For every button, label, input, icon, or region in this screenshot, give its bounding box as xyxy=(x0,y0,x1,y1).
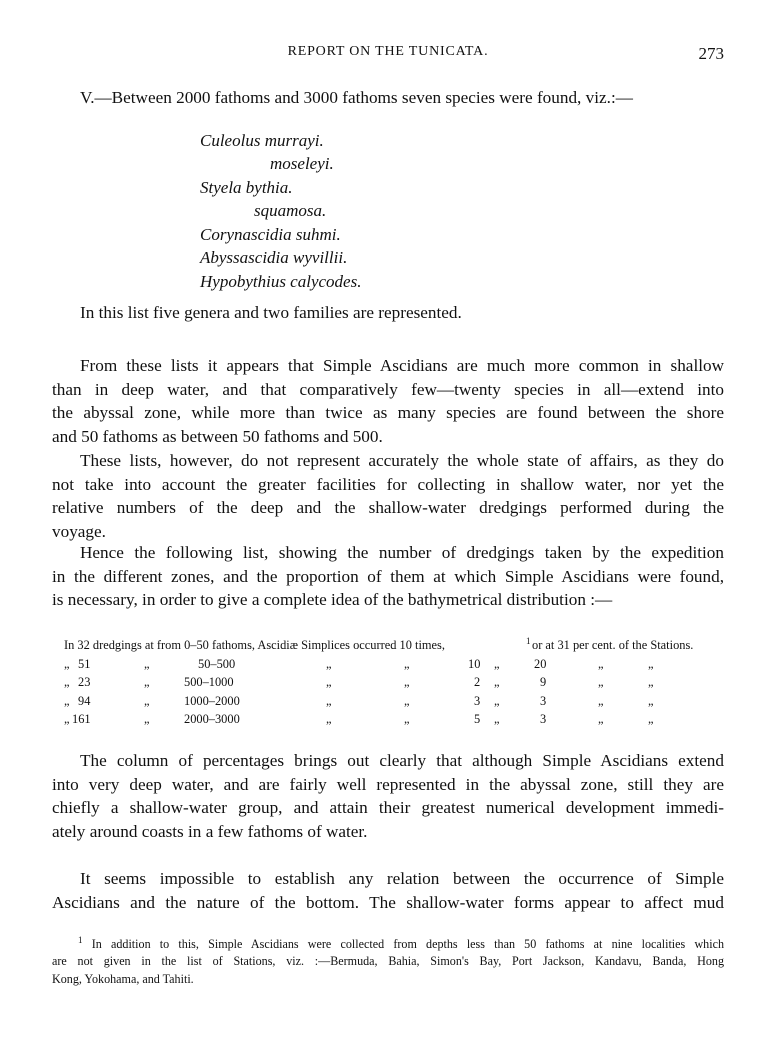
ditto-mark: „ xyxy=(326,712,332,727)
table-row xyxy=(64,675,728,694)
paragraph-4 xyxy=(52,749,724,843)
running-header: REPORT ON THE TUNICATA. xyxy=(287,44,489,59)
ditto-mark: „ xyxy=(144,712,150,727)
table-row xyxy=(64,712,728,731)
text-line: Ascidians and the nature of the bottom. The shallow-water forms appear to affect mud xyxy=(52,892,724,912)
table-first-row-tail: or at 31 per cent. of the Stations. xyxy=(532,638,694,652)
percent-value: 20 xyxy=(534,656,547,671)
ditto-mark: „ xyxy=(494,656,500,671)
percent-value: 3 xyxy=(540,693,547,708)
footnote-text: In addition to this, Simple Ascidians were collected from depths less than 50 fathoms at nine localities which xyxy=(91,937,724,951)
dredgings-count: 51 xyxy=(78,656,91,671)
ditto-mark: „ xyxy=(64,712,70,727)
ditto-mark: „ xyxy=(494,693,500,708)
depth-range: 50–500 xyxy=(198,656,236,671)
paragraph-1 xyxy=(52,354,724,448)
ditto-mark: „ xyxy=(598,675,604,690)
ditto-mark: „ xyxy=(404,656,410,671)
species-item: moseleyi. xyxy=(270,154,334,173)
percent-value: 3 xyxy=(540,712,547,727)
species-item: Corynascidia suhmi. xyxy=(200,225,341,244)
dredgings-count: 161 xyxy=(72,712,91,727)
table-first-row-lead: In 32 dredgings at from 0–50 fathoms, Ascidiæ Simplices occurred 10 times, xyxy=(64,638,445,652)
text-line: It seems impossible to establish any relation between the occurrence of Simple xyxy=(80,869,724,888)
ditto-mark: „ xyxy=(64,675,70,690)
ditto-mark: „ xyxy=(648,712,654,727)
ditto-mark: „ xyxy=(326,675,332,690)
text-line: Hence the following list, showing the number of dredgings taken by the expedition xyxy=(80,543,724,562)
occurrence-count: 2 xyxy=(474,675,481,690)
text-line: ately around coasts in a few fathoms of water. xyxy=(52,821,368,841)
summary-line: In this list five genera and two families are represented. xyxy=(80,303,462,322)
text-line: and 50 fathoms as between 50 fathoms and 500. xyxy=(52,426,383,446)
species-item: Abyssascidia wyvillii. xyxy=(200,248,348,267)
ditto-mark: „ xyxy=(598,656,604,671)
ditto-mark: „ xyxy=(404,675,410,690)
species-item: Culeolus murrayi. xyxy=(200,131,324,150)
occurrence-count: 5 xyxy=(474,712,481,727)
ditto-mark: „ xyxy=(144,656,150,671)
dredgings-count: 94 xyxy=(78,693,91,708)
text-line: These lists, however, do not represent accurately the whole state of affairs, as they do xyxy=(80,451,724,470)
species-item: squamosa. xyxy=(254,201,327,220)
depth-range: 500–1000 xyxy=(184,675,234,690)
paragraph-2 xyxy=(52,449,724,543)
ditto-mark: „ xyxy=(404,693,410,708)
footnote-mark: 1 xyxy=(78,934,83,945)
footnote-reference: 1 xyxy=(526,635,531,646)
text-line: is necessary, in order to give a complete idea of the bathymetrical distribution :— xyxy=(52,590,613,610)
text-line: From these lists it appears that Simple Ascidians are much more common in shallow xyxy=(80,356,724,375)
ditto-mark: „ xyxy=(648,675,654,690)
ditto-mark: „ xyxy=(144,693,150,708)
paragraph-5 xyxy=(52,867,724,914)
ditto-mark: „ xyxy=(404,712,410,727)
ditto-mark: „ xyxy=(648,693,654,708)
table-row xyxy=(64,635,728,657)
ditto-mark: „ xyxy=(648,656,654,671)
table-row xyxy=(64,694,728,713)
text-line: than in deep water, and that comparatively few—twenty species in all—extend into xyxy=(52,379,724,399)
table-row xyxy=(64,657,728,676)
dredging-table xyxy=(64,635,728,731)
paragraph-3 xyxy=(52,541,724,612)
occurrence-count: 3 xyxy=(474,693,481,708)
ditto-mark: „ xyxy=(326,656,332,671)
text-line: voyage. xyxy=(52,521,106,541)
footnote-line xyxy=(52,936,724,953)
footnote xyxy=(52,936,724,988)
species-item: Styela bythia. xyxy=(200,178,293,197)
ditto-mark: „ xyxy=(598,693,604,708)
text-line: the abyssal zone, while more than twice as many species are found between the shore xyxy=(52,403,724,423)
depth-range: 2000–3000 xyxy=(184,712,240,727)
ditto-mark: „ xyxy=(144,675,150,690)
footnote-line: are not given in the list of Stations, viz. :—Bermuda, Bahia, Simon's Bay, Port Jackson, Kandavu, Banda, Hong xyxy=(52,954,724,969)
ditto-mark: „ xyxy=(64,693,70,708)
footnote-line: Kong, Yokohama, and Tahiti. xyxy=(52,971,194,986)
intro-line: V.—Between 2000 fathoms and 3000 fathoms seven species were found, viz.:— xyxy=(80,88,633,107)
percent-value: 9 xyxy=(540,675,547,690)
text-line: chiefly a shallow-water group, and attain their greatest numerical development immedi- xyxy=(52,798,724,818)
dredgings-count: 23 xyxy=(78,675,91,690)
page-number: 273 xyxy=(698,44,724,63)
text-line: The column of percentages brings out clearly that although Simple Ascidians extend xyxy=(80,751,724,770)
depth-range: 1000–2000 xyxy=(184,693,240,708)
species-item: Hypobythius calycodes. xyxy=(200,272,362,291)
text-line: in the different zones, and the proportion of them at which Simple Ascidians were found, xyxy=(52,566,724,586)
text-line: into very deep water, and are fairly well represented in the abyssal zone, still they are xyxy=(52,774,724,794)
ditto-mark: „ xyxy=(494,675,500,690)
ditto-mark: „ xyxy=(64,656,70,671)
text-line: not take into account the greater facilities for collecting in shallow water, nor yet the xyxy=(52,474,724,494)
text-line: relative numbers of the deep and the shallow-water dredgings performed during the xyxy=(52,498,724,518)
ditto-mark: „ xyxy=(598,712,604,727)
ditto-mark: „ xyxy=(494,712,500,727)
occurrence-count: 10 xyxy=(468,656,481,671)
ditto-mark: „ xyxy=(326,693,332,708)
